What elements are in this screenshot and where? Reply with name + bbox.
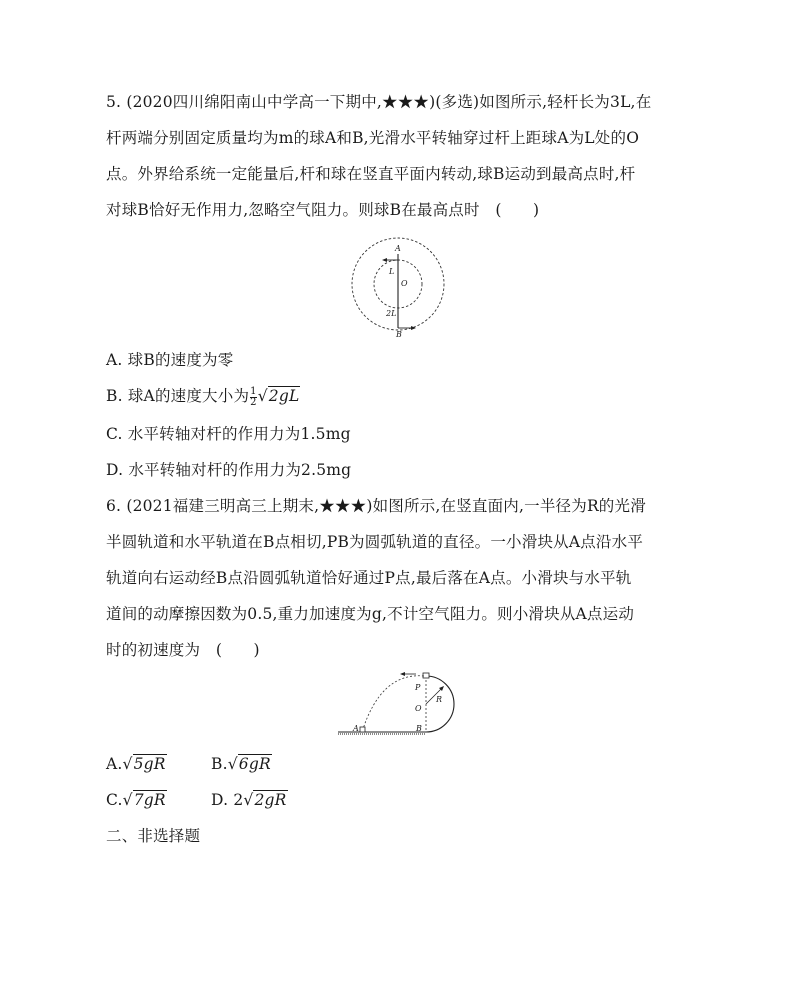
q5-stem-line-2: 杆两端分别固定质量均为m的球A和B,光滑水平转轴穿过杆上距球A为L处的O	[106, 129, 640, 147]
q6-stem-line-4: 道间的动摩擦因数为0.5,重力加速度为g,不计空气阻力。则小滑块从A点运动	[106, 605, 635, 623]
q6-stem-line-1: 6. (2021福建三明高三上期末,★★★)如图所示,在竖直面内,一半径为R的光滑	[106, 497, 646, 515]
label-L: L	[389, 267, 395, 276]
label-A: A	[395, 244, 401, 253]
q6-option-d: D. 2√2gR	[211, 791, 287, 809]
label-P: P	[415, 683, 421, 692]
q5-stem-line-4: 对球B恰好无作用力,忽略空气阻力。则球B在最高点时 ( )	[106, 201, 540, 219]
q6-option-c: C.√7gR	[106, 791, 166, 809]
q6-options-row-2	[106, 790, 287, 810]
q5-stem-line-1: 5. (2020四川绵阳南山中学高一下期中,★★★)(多选)如图所示,轻杆长为3L,在	[106, 93, 652, 111]
square-root: √2gL	[257, 387, 300, 405]
label-B: B	[396, 330, 402, 339]
q6-semicircle-track-figure	[336, 668, 466, 740]
label-R: R	[436, 695, 443, 704]
q5-option-d: D. 水平转轴对杆的作用力为2.5mg	[106, 461, 352, 479]
semicircle-track	[426, 676, 454, 732]
q6-stem-line-2: 半圆轨道和水平轨道在B点相切,PB为圆弧轨道的直径。一小滑块从A点沿水平	[106, 533, 644, 551]
label-O: O	[415, 704, 422, 713]
q5-stem-line-3: 点。外界给系统一定能量后,杆和球在竖直平面内转动,球B运动到最高点时,杆	[106, 165, 636, 183]
label-B: B	[416, 724, 422, 733]
q5-option-b: B. 球A的速度大小为 $\frac{1}{2}$ √2gL	[106, 385, 300, 408]
fraction: $\frac{1}{2}$	[250, 385, 257, 408]
label-2L: 2L	[386, 309, 397, 318]
label-O: O	[401, 279, 408, 288]
q6-stem-line-5: 时的初速度为 ( )	[106, 641, 260, 659]
q5-option-a: A. 球B的速度为零	[106, 351, 234, 369]
q6-options-row-1	[106, 754, 271, 774]
q5-option-c: C. 水平转轴对杆的作用力为1.5mg	[106, 425, 351, 443]
label-A: A	[353, 724, 359, 733]
section-heading: 二、非选择题	[106, 827, 201, 845]
q5-rotating-rod-figure	[346, 236, 446, 340]
q6-stem-line-3: 轨道向右运动经B点沿圆弧轨道恰好通过P点,最后落在A点。小滑块与水平轨	[106, 569, 632, 587]
q6-option-a: A.√5gR	[106, 755, 166, 773]
q6-option-b: B.√6gR	[211, 755, 271, 773]
